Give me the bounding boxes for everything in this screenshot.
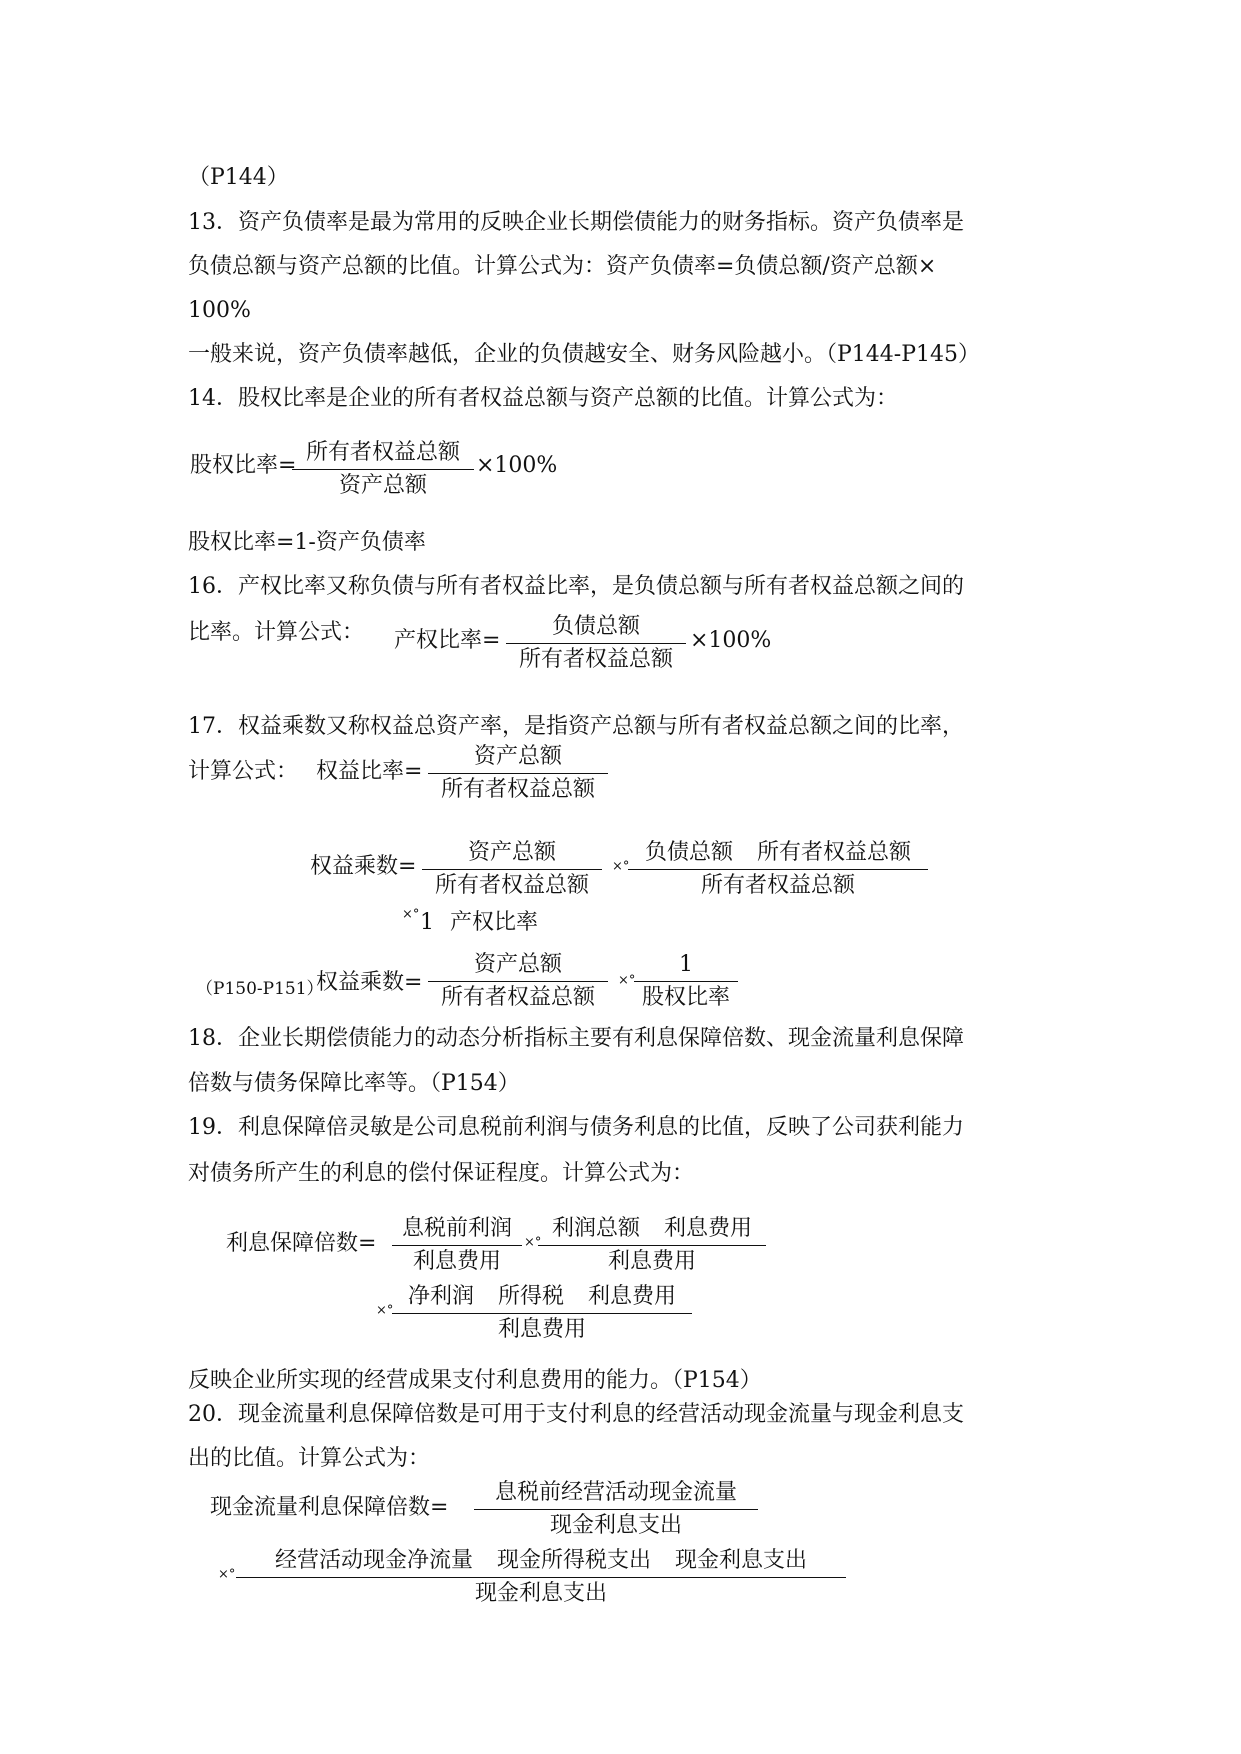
para-20-line-1: 20．现金流量利息保障倍数是可用于支付利息的经营活动现金流量与现金利息支: [188, 1402, 964, 1427]
formula-lhs: 权益乘数=: [316, 970, 423, 995]
denominator: 现金利息支出: [474, 1581, 607, 1606]
fraction: [474, 1478, 758, 1541]
denominator: 所有者权益总额: [440, 985, 595, 1010]
numerator: 息税前经营活动现金流量: [494, 1480, 737, 1505]
para-18-line-1: 18．企业长期偿债能力的动态分析指标主要有利息保障倍数、现金流量利息保障: [188, 1026, 964, 1051]
denominator: 现金利息支出: [549, 1513, 682, 1538]
formula-tail: ×100%: [476, 453, 558, 478]
formula-lhs: 股权比率=: [190, 453, 297, 478]
denominator: 利息费用: [412, 1249, 501, 1274]
fraction: [292, 438, 474, 501]
denominator: 股权比率: [641, 985, 730, 1010]
equity-debt-ratio-term: 产权比率: [450, 910, 539, 935]
plus-one: 1: [420, 910, 434, 935]
numerator: 利润总额 利息费用: [551, 1216, 753, 1241]
numerator: 负债总额 所有者权益总额: [644, 840, 912, 865]
numerator: 所有者权益总额: [305, 440, 460, 465]
para-14-line-2: 股权比率=1-资产负债率: [188, 530, 426, 555]
formula-lhs: 产权比率=: [394, 628, 501, 653]
para-13-line-1: 13．资产负债率是最为常用的反映企业长期偿债能力的财务指标。资产负债率是: [188, 210, 964, 235]
denominator: 利息费用: [607, 1249, 696, 1274]
fraction-bar: [628, 869, 928, 870]
fraction: [538, 1214, 766, 1277]
formula-lhs: 权益乘数=: [310, 854, 417, 879]
formula-tail: ×100%: [690, 628, 772, 653]
equals-symbol: ×°: [612, 859, 630, 874]
fraction-bar: [428, 773, 608, 774]
page-ref-p144: （P144）: [188, 165, 289, 190]
fraction: [422, 838, 602, 901]
fraction-bar: [392, 1245, 522, 1246]
denominator: 资产总额: [338, 473, 427, 498]
fraction-bar: [538, 1245, 766, 1246]
fraction: [428, 742, 608, 805]
fraction: [506, 612, 686, 675]
para-19-line-2: 对债务所产生的利息的偿付保证程度。计算公式为：: [188, 1161, 695, 1186]
para-17-line-2: 计算公式：: [188, 759, 299, 784]
para-13-line-2: 负债总额与资产总额的比值。计算公式为：资产负债率=负债总额/资产总额×: [188, 254, 937, 279]
fraction-bar: [506, 643, 686, 644]
fraction: [392, 1282, 692, 1345]
para-18-line-2: 倍数与债务保障比率等。（P154）: [188, 1071, 520, 1096]
denominator: 所有者权益总额: [434, 873, 589, 898]
fraction: [628, 838, 928, 901]
para-13-line-4: 一般来说，资产负债率越低，企业的负债越安全、财务风险越小。（P144-P145）: [188, 342, 981, 367]
denominator: 利息费用: [497, 1317, 586, 1342]
formula-lhs: 利息保障倍数=: [226, 1231, 377, 1256]
numerator: 1: [679, 952, 693, 977]
para-20-line-2: 出的比值。计算公式为：: [188, 1446, 431, 1471]
formula-lhs: 现金流量利息保障倍数=: [210, 1495, 449, 1520]
fraction: [634, 950, 738, 1013]
page-ref: （P150-P151）: [196, 979, 324, 999]
equals-symbol: ×°: [524, 1235, 542, 1250]
equals-symbol: ×°: [218, 1567, 236, 1582]
fraction: [236, 1546, 846, 1609]
fraction-bar: [428, 981, 608, 982]
fraction-bar: [634, 981, 738, 982]
para-13-line-3: 100%: [188, 298, 251, 323]
para-14-line-1: 14．股权比率是企业的所有者权益总额与资产总额的比值。计算公式为：: [188, 386, 898, 411]
formula-lhs: 权益比率=: [316, 759, 423, 784]
fraction-bar: [474, 1509, 758, 1510]
fraction: [428, 950, 608, 1013]
numerator: 经营活动现金净流量 现金所得税支出 现金利息支出: [274, 1548, 808, 1573]
fraction-bar: [292, 469, 474, 470]
denominator: 所有者权益总额: [518, 647, 673, 672]
equals-symbol: ×°: [376, 1303, 394, 1318]
numerator: 资产总额: [473, 744, 562, 769]
para-17-line-1: 17．权益乘数又称权益总资产率，是指资产总额与所有者权益总额之间的比率，: [188, 714, 964, 739]
fraction-bar: [392, 1313, 692, 1314]
denominator: 所有者权益总额: [440, 777, 595, 802]
numerator: 资产总额: [467, 840, 556, 865]
equals-symbol: ×°: [618, 973, 636, 988]
numerator: 息税前利润: [401, 1216, 512, 1241]
numerator: 净利润 所得税 利息费用: [407, 1284, 677, 1309]
fraction: [392, 1214, 522, 1277]
denominator: 所有者权益总额: [700, 873, 855, 898]
fraction-bar: [422, 869, 602, 870]
para-16-line-1: 16．产权比率又称负债与所有者权益比率，是负债总额与所有者权益总额之间的: [188, 574, 964, 599]
para-19-line-3: 反映企业所实现的经营成果支付利息费用的能力。（P154）: [188, 1368, 762, 1393]
fraction-bar: [236, 1577, 846, 1578]
para-16-line-2: 比率。计算公式：: [188, 620, 365, 645]
para-19-line-1: 19．利息保障倍灵敏是公司息税前利润与债务利息的比值，反映了公司获利能力: [188, 1115, 964, 1140]
equals-symbol: ×°: [402, 907, 420, 922]
numerator: 资产总额: [473, 952, 562, 977]
numerator: 负债总额: [551, 614, 640, 639]
